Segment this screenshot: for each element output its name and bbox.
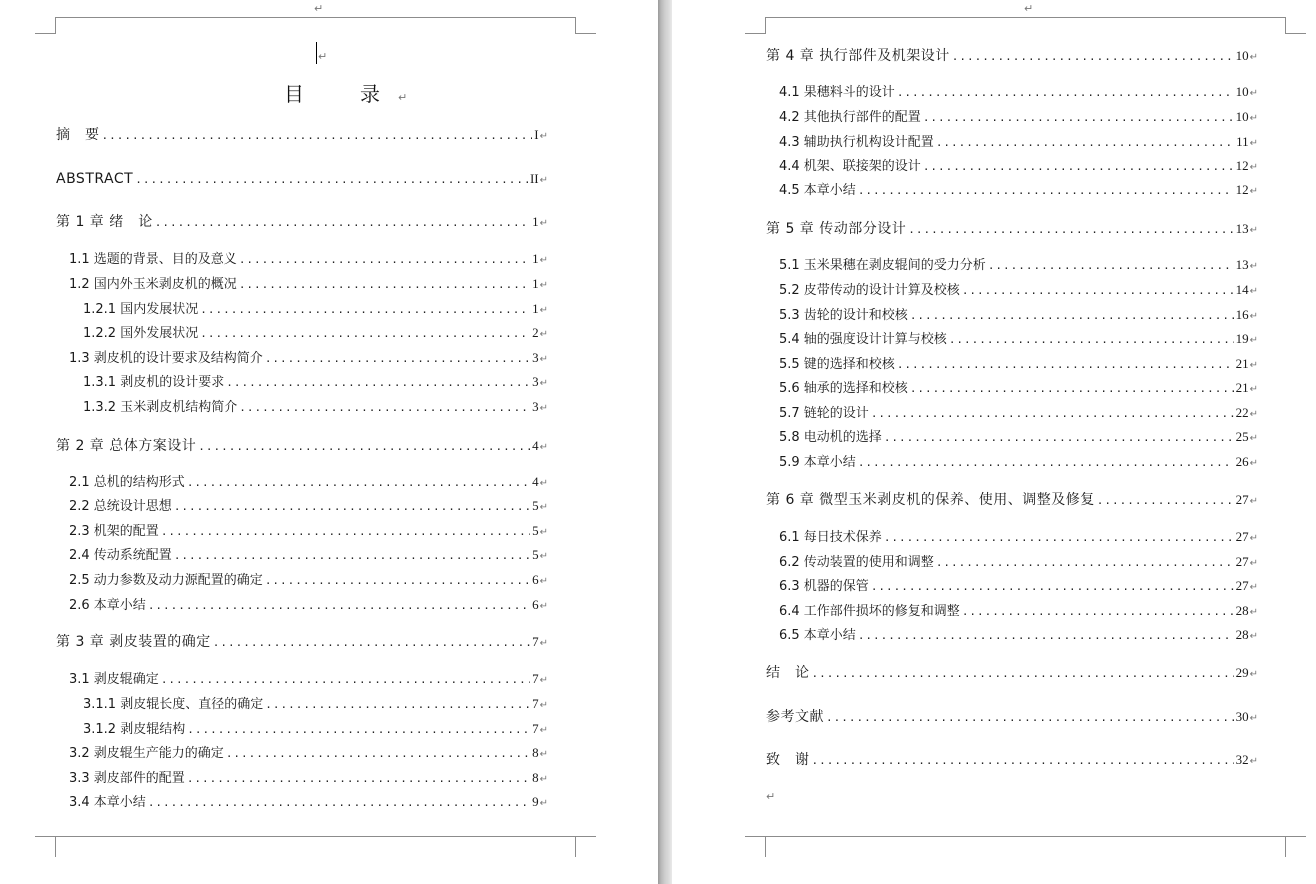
paragraph-mark: ↵ (1249, 756, 1258, 767)
toc-entry[interactable] (83, 695, 548, 715)
paragraph-mark: ↵ (398, 91, 408, 104)
toc-entry[interactable] (56, 213, 548, 233)
toc-entry-label: 摘 要 (56, 127, 100, 143)
toc-entry-label: 6.2 传动装置的使用和调整 (779, 555, 934, 570)
toc-entry-page-number: 26 (1235, 454, 1249, 469)
toc-entry-page-number: 10 (1235, 48, 1249, 63)
paragraph-mark: ↵ (1249, 335, 1258, 346)
toc-leader-dots (213, 634, 530, 652)
toc-entry-page-number: 3 (532, 374, 539, 389)
toc-entry[interactable] (83, 300, 548, 320)
toc-entry-label: 2.2 总统设计思想 (69, 499, 172, 514)
paragraph-mark: ↵ (1249, 496, 1258, 507)
toc-entry-label: 2.4 传动系统配置 (69, 548, 172, 563)
toc-entry-page-number: 29 (1235, 665, 1249, 680)
toc-entry-page-number: 3 (532, 399, 539, 414)
paragraph-mark: ↵ (539, 442, 548, 453)
toc-entry[interactable] (779, 306, 1258, 326)
toc-entry-page-number: 25 (1235, 429, 1249, 444)
toc-leader-dots (239, 251, 530, 269)
paragraph-mark: ↵ (539, 354, 548, 365)
toc-entry-page-number: 13 (1235, 221, 1249, 236)
toc-entry-page-number: 1 (532, 251, 539, 266)
toc-entry[interactable] (69, 546, 548, 566)
paragraph-mark: ↵ (1249, 286, 1258, 297)
toc-entry[interactable] (69, 349, 548, 369)
header-line (765, 17, 1285, 18)
toc-entry[interactable] (779, 281, 1258, 301)
toc-entry-label: 5.7 链轮的设计 (779, 406, 869, 421)
toc-leader-dots (265, 696, 530, 714)
paragraph-mark: ↵ (1249, 261, 1258, 272)
toc-entry-page-number: 14 (1235, 282, 1249, 297)
toc-entry[interactable] (69, 596, 548, 616)
toc-leader-dots (871, 578, 1234, 596)
toc-entry-label: 2.5 动力参数及动力源配置的确定 (69, 573, 263, 588)
toc-leader-dots (910, 380, 1234, 398)
toc-entry-page-number: 4 (532, 474, 539, 489)
toc-entry-page-number: 13 (1235, 257, 1249, 272)
paragraph-mark: ↵ (1249, 582, 1258, 593)
paragraph-mark: ↵ (1249, 52, 1258, 63)
toc-entry-label: 1.1 选题的背景、目的及意义 (69, 252, 237, 267)
toc-entry-page-number: 10 (1235, 109, 1249, 124)
toc-leader-dots (200, 301, 530, 319)
crop-mark-bottom-right (1285, 836, 1306, 857)
paragraph-mark: ↵ (539, 576, 548, 587)
paragraph-mark: ↵ (1249, 713, 1258, 724)
toc-entry-page-number: 7 (532, 634, 539, 649)
paragraph-mark: ↵ (539, 175, 548, 186)
margin-line (575, 33, 595, 34)
toc-entry[interactable] (83, 373, 548, 393)
toc-entry-page-number: 28 (1235, 603, 1249, 618)
toc-entry-page-number: 3 (532, 350, 539, 365)
paragraph-mark: ↵ (539, 551, 548, 562)
toc-leader-dots (198, 438, 530, 456)
footer-line (745, 836, 1305, 837)
paragraph-mark: ↵ (1249, 433, 1258, 444)
toc-entry[interactable] (69, 670, 548, 690)
toc-leader-dots (148, 794, 530, 812)
paragraph-mark: ↵ (1249, 458, 1258, 469)
toc-entry-page-number: II (529, 171, 539, 186)
toc-entry[interactable] (69, 497, 548, 517)
paragraph-mark: ↵ (539, 700, 548, 711)
toc-leader-dots (812, 752, 1234, 770)
toc-leader-dots (962, 603, 1234, 621)
paragraph-mark: ↵ (1249, 113, 1258, 124)
toc-entry-label: 3.4 本章小结 (69, 795, 146, 810)
toc-entry-label: 3.1 剥皮辊确定 (69, 672, 159, 687)
toc-entry-page-number: 1 (532, 276, 539, 291)
document-page-right (672, 0, 1316, 884)
paragraph-mark: ↵ (1249, 533, 1258, 544)
toc-entry[interactable] (779, 577, 1258, 597)
crop-mark-bottom-left (745, 836, 766, 857)
paragraph-mark: ↵ (1249, 138, 1258, 149)
toc-entry-page-number: 16 (1235, 307, 1249, 322)
toc-entry-label: 5.8 电动机的选择 (779, 430, 882, 445)
toc-entry-label: 5.5 键的选择和校核 (779, 357, 895, 372)
toc-entry-label: 1.3 剥皮机的设计要求及结构简介 (69, 351, 263, 366)
footer-line (35, 836, 595, 837)
toc-title-text: 目 录 (284, 82, 398, 106)
toc-entry[interactable] (56, 170, 548, 190)
toc-leader-dots (812, 665, 1234, 683)
toc-entry[interactable] (766, 47, 1258, 67)
toc-entry-page-number: 27 (1235, 529, 1249, 544)
toc-entry[interactable] (779, 379, 1258, 399)
paragraph-mark: ↵ (1249, 360, 1258, 371)
toc-leader-dots (923, 158, 1234, 176)
toc-entry[interactable] (779, 528, 1258, 548)
toc-entry-page-number: 10 (1235, 84, 1249, 99)
toc-entry-label: 4.4 机架、联接架的设计 (779, 159, 921, 174)
paragraph-mark: ↵ (1024, 2, 1034, 15)
toc-entry-label: 3.1.2 剥皮辊结构 (83, 722, 186, 737)
toc-entry[interactable] (69, 571, 548, 591)
toc-entry[interactable] (83, 324, 548, 344)
toc-entry[interactable] (766, 491, 1258, 511)
toc-leader-dots (102, 127, 533, 145)
toc-entry-label: 4.3 辅助执行机构设计配置 (779, 135, 934, 150)
toc-entry-page-number: 7 (532, 721, 539, 736)
toc-leader-dots (174, 498, 530, 516)
toc-entry[interactable] (69, 522, 548, 542)
toc-entry[interactable] (69, 769, 548, 789)
toc-entry-label: 第 2 章 总体方案设计 (56, 438, 197, 454)
toc-entry-label: 4.1 果穗料斗的设计 (779, 85, 895, 100)
toc-entry-label: 6.3 机器的保管 (779, 579, 869, 594)
crop-mark-top-left (745, 17, 766, 34)
paragraph-mark: ↵ (539, 329, 548, 340)
toc-leader-dots (239, 399, 530, 417)
toc-entry-label: 第 6 章 微型玉米剥皮机的保养、使用、调整及修复 (766, 492, 1095, 508)
paragraph-mark: ↵ (539, 280, 548, 291)
toc-entry[interactable] (779, 108, 1258, 128)
toc-leader-dots (265, 572, 530, 590)
toc-entry-page-number: 12 (1235, 158, 1249, 173)
crop-mark-top-left (35, 17, 56, 34)
toc-entry-label: 第 3 章 剥皮装置的确定 (56, 634, 211, 650)
toc-entry-page-number: 12 (1235, 182, 1249, 197)
toc-entry[interactable] (779, 256, 1258, 276)
toc-leader-dots (135, 171, 528, 189)
header-line (55, 17, 575, 18)
paragraph-mark: ↵ (539, 478, 548, 489)
toc-entry-label: 致 谢 (766, 752, 810, 768)
toc-entry[interactable] (779, 133, 1258, 153)
toc-entry-page-number: 9 (532, 794, 539, 809)
paragraph-mark: ↵ (1249, 186, 1258, 197)
toc-entry-label: 参考文献 (766, 709, 824, 725)
toc-entry-label: 2.1 总机的结构形式 (69, 475, 185, 490)
toc-leader-dots (265, 350, 530, 368)
toc-entry-label: 3.3 剥皮部件的配置 (69, 771, 185, 786)
toc-leader-dots (908, 221, 1233, 239)
toc-entry-label: 3.2 剥皮辊生产能力的确定 (69, 746, 224, 761)
toc-leader-dots (897, 356, 1234, 374)
toc-entry-page-number: 27 (1235, 554, 1249, 569)
toc-entry-label: 6.5 本章小结 (779, 628, 856, 643)
toc-entry[interactable] (779, 157, 1258, 177)
toc-leader-dots (884, 429, 1234, 447)
toc-entry-label: 1.2.1 国内发展状况 (83, 302, 199, 317)
paragraph-mark: ↵ (1249, 88, 1258, 99)
paragraph-mark: ↵ (539, 255, 548, 266)
toc-leader-dots (200, 325, 530, 343)
paragraph-mark: ↵ (539, 749, 548, 760)
toc-entry[interactable] (779, 83, 1258, 103)
toc-leader-dots (148, 597, 530, 615)
toc-entry[interactable] (779, 404, 1258, 424)
toc-title (284, 78, 407, 107)
toc-entry-page-number: 7 (532, 671, 539, 686)
toc-leader-dots (910, 307, 1234, 325)
toc-entry-label: 5.2 皮带传动的设计计算及校核 (779, 283, 960, 298)
toc-entry-label: 1.2 国内外玉米剥皮机的概况 (69, 277, 237, 292)
crop-mark-bottom-left (35, 836, 56, 857)
toc-entry-label: 5.9 本章小结 (779, 455, 856, 470)
toc-leader-dots (161, 523, 530, 541)
toc-entry[interactable] (56, 633, 548, 653)
paragraph-mark: ↵ (766, 790, 776, 803)
toc-leader-dots (884, 529, 1234, 547)
toc-entry[interactable] (766, 220, 1258, 240)
toc-leader-dots (936, 554, 1234, 572)
toc-leader-dots (988, 257, 1234, 275)
toc-leader-dots (226, 745, 530, 763)
toc-entry-page-number: 5 (532, 547, 539, 562)
paragraph-mark: ↵ (1249, 669, 1258, 680)
toc-entry-label: ABSTRACT (56, 171, 134, 187)
toc-entry-page-number: 2 (532, 325, 539, 340)
toc-entry-page-number: 4 (532, 438, 539, 453)
toc-leader-dots (923, 109, 1234, 127)
toc-leader-dots (858, 182, 1234, 200)
paragraph-mark: ↵ (539, 675, 548, 686)
toc-leader-dots (858, 627, 1234, 645)
toc-entry-label: 1.3.1 剥皮机的设计要求 (83, 375, 225, 390)
paragraph-mark: ↵ (539, 527, 548, 538)
toc-entry-label: 第 5 章 传动部分设计 (766, 221, 907, 237)
toc-entry-page-number: 21 (1235, 356, 1249, 371)
toc-entry[interactable] (766, 664, 1258, 684)
toc-entry[interactable] (83, 720, 548, 740)
toc-entry-label: 1.3.2 玉米剥皮机结构简介 (83, 400, 238, 415)
paragraph-mark: ↵ (539, 378, 548, 389)
paragraph-mark: ↵ (1249, 311, 1258, 322)
toc-leader-dots (858, 454, 1234, 472)
toc-entry[interactable] (779, 453, 1258, 473)
toc-entry-label: 5.3 齿轮的设计和校核 (779, 308, 908, 323)
paragraph-mark: ↵ (539, 774, 548, 785)
paragraph-mark: ↵ (1249, 631, 1258, 642)
paragraph-mark: ↵ (539, 502, 548, 513)
toc-entry-label: 1.2.2 国外发展状况 (83, 326, 199, 341)
toc-entry-label: 5.6 轴承的选择和校核 (779, 381, 908, 396)
toc-entry-page-number: 11 (1236, 134, 1249, 149)
paragraph-mark: ↵ (1249, 607, 1258, 618)
toc-entry-label: 5.4 轴的强度设计计算与校核 (779, 332, 947, 347)
toc-entry[interactable] (779, 181, 1258, 201)
toc-entry-page-number: 28 (1235, 627, 1249, 642)
toc-entry-page-number: 6 (532, 572, 539, 587)
paragraph-mark: ↵ (318, 50, 328, 63)
paragraph-mark: ↵ (539, 131, 548, 142)
toc-entry[interactable] (83, 398, 548, 418)
toc-entry[interactable] (56, 126, 548, 146)
toc-entry[interactable] (69, 250, 548, 270)
toc-entry-label: 第 4 章 执行部件及机架设计 (766, 48, 950, 64)
toc-entry[interactable] (56, 437, 548, 457)
toc-entry-page-number: 32 (1235, 752, 1249, 767)
paragraph-mark: ↵ (1249, 162, 1258, 173)
toc-entry-page-number: 8 (532, 745, 539, 760)
toc-entry-label: 6.1 每日技术保养 (779, 530, 882, 545)
toc-entry[interactable] (779, 553, 1258, 573)
paragraph-mark: ↵ (539, 403, 548, 414)
toc-entry-label: 结 论 (766, 665, 810, 681)
toc-entry-page-number: 7 (532, 696, 539, 711)
paragraph-mark: ↵ (1249, 225, 1258, 236)
toc-entry[interactable] (779, 626, 1258, 646)
toc-entry[interactable] (69, 744, 548, 764)
paragraph-mark: ↵ (539, 601, 548, 612)
toc-leader-dots (226, 374, 530, 392)
toc-entry-label: 2.3 机架的配置 (69, 524, 159, 539)
toc-entry-page-number: I (534, 127, 539, 142)
toc-entry-page-number: 27 (1235, 492, 1249, 507)
toc-leader-dots (161, 671, 530, 689)
toc-entry-page-number: 6 (532, 597, 539, 612)
toc-leader-dots (936, 134, 1234, 152)
toc-leader-dots (871, 405, 1234, 423)
paragraph-mark: ↵ (539, 218, 548, 229)
toc-entry-page-number: 21 (1235, 380, 1249, 395)
toc-leader-dots (952, 48, 1234, 66)
toc-entry-page-number: 5 (532, 498, 539, 513)
paragraph-mark: ↵ (539, 725, 548, 736)
toc-entry[interactable] (766, 751, 1258, 771)
text-cursor[interactable] (316, 42, 317, 64)
toc-entry-label: 6.4 工作部件损坏的修复和调整 (779, 604, 960, 619)
crop-mark-top-right (575, 17, 596, 34)
paragraph-mark: ↵ (539, 305, 548, 316)
toc-entry[interactable] (69, 473, 548, 493)
toc-entry-page-number: 1 (532, 301, 539, 316)
toc-leader-dots (962, 282, 1234, 300)
toc-entry[interactable] (766, 708, 1258, 728)
toc-entry[interactable] (779, 602, 1258, 622)
toc-leader-dots (174, 547, 530, 565)
toc-leader-dots (1097, 492, 1234, 510)
paragraph-mark: ↵ (539, 798, 548, 809)
toc-leader-dots (155, 214, 530, 232)
toc-entry-label: 4.2 其他执行部件的配置 (779, 110, 921, 125)
toc-leader-dots (897, 84, 1234, 102)
toc-entry-page-number: 19 (1235, 331, 1249, 346)
toc-entry-page-number: 8 (532, 770, 539, 785)
toc-leader-dots (949, 331, 1234, 349)
toc-entry-page-number: 27 (1235, 578, 1249, 593)
toc-entry-label: 第 1 章 绪 论 (56, 214, 153, 230)
toc-leader-dots (187, 474, 530, 492)
toc-entry-label: 5.1 玉米果穗在剥皮辊间的受力分析 (779, 258, 986, 273)
toc-entry-label: 3.1.1 剥皮辊长度、直径的确定 (83, 697, 264, 712)
paragraph-mark: ↵ (1249, 558, 1258, 569)
toc-leader-dots (187, 770, 530, 788)
crop-mark-top-right (1285, 17, 1306, 34)
toc-entry-label: 4.5 本章小结 (779, 183, 856, 198)
toc-entry-page-number: 22 (1235, 405, 1249, 420)
toc-entry-page-number: 1 (532, 214, 539, 229)
toc-entry[interactable] (69, 793, 548, 813)
paragraph-mark: ↵ (1249, 409, 1258, 420)
toc-leader-dots (826, 709, 1234, 727)
toc-entry-label: 2.6 本章小结 (69, 598, 146, 613)
toc-entry[interactable] (779, 330, 1258, 350)
toc-entry-page-number: 30 (1235, 709, 1249, 724)
toc-leader-dots (187, 721, 530, 739)
toc-entry[interactable] (779, 355, 1258, 375)
toc-entry[interactable] (69, 275, 548, 295)
page-divider (658, 0, 672, 884)
toc-leader-dots (239, 276, 530, 294)
toc-entry-page-number: 5 (532, 523, 539, 538)
paragraph-mark: ↵ (1249, 384, 1258, 395)
paragraph-mark: ↵ (539, 638, 548, 649)
paragraph-mark: ↵ (314, 2, 324, 15)
crop-mark-bottom-right (575, 836, 596, 857)
toc-entry[interactable] (779, 428, 1258, 448)
